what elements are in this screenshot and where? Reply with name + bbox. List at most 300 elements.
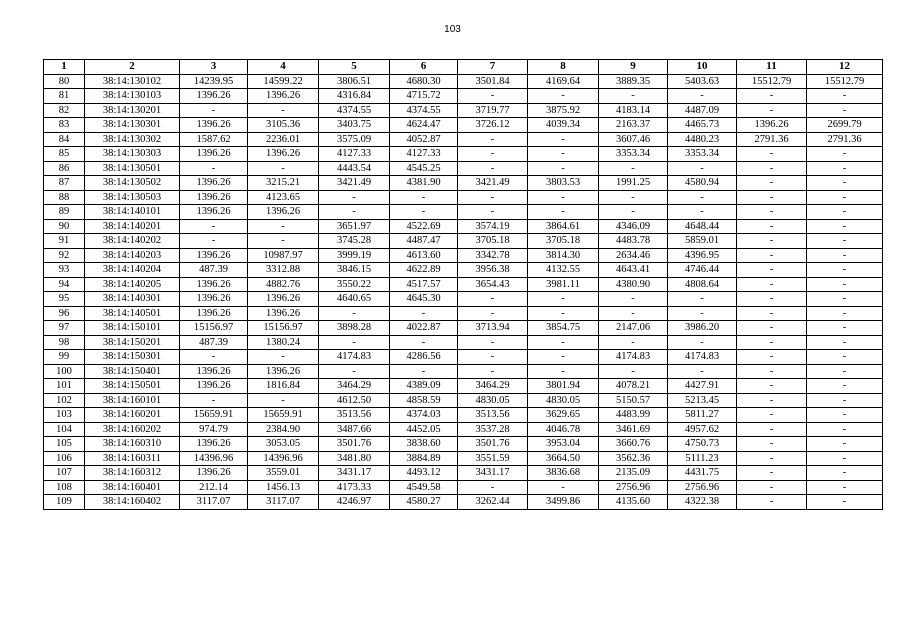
page-number: 103 <box>444 24 461 35</box>
table-cell: - <box>458 480 528 495</box>
table-cell: - <box>737 176 807 191</box>
table-cell: 3312.88 <box>248 263 319 278</box>
table-cell: 4622.89 <box>390 263 458 278</box>
table-cell: 3836.68 <box>528 466 599 481</box>
table-cell: 5213.45 <box>668 393 737 408</box>
table-cell: 4580.27 <box>390 495 458 510</box>
table-cell: - <box>737 161 807 176</box>
column-header: 11 <box>737 60 807 75</box>
table-cell: 80 <box>44 74 85 89</box>
table-cell: 974.79 <box>180 422 248 437</box>
table-cell: 15659.91 <box>180 408 248 423</box>
header-row <box>44 60 883 75</box>
table-cell: 2791.36 <box>807 132 883 147</box>
table-cell: 3629.65 <box>528 408 599 423</box>
table-cell: - <box>737 480 807 495</box>
table-cell: 4046.78 <box>528 422 599 437</box>
table-cell: - <box>458 147 528 162</box>
table-cell: - <box>390 364 458 379</box>
table-row <box>44 437 883 452</box>
table-cell: - <box>248 234 319 249</box>
table-cell: 4545.25 <box>390 161 458 176</box>
table-cell: 3550.22 <box>319 277 390 292</box>
table-cell: 1816.84 <box>248 379 319 394</box>
table-cell: - <box>599 306 668 321</box>
table-cell: - <box>737 350 807 365</box>
table-cell: 1396.26 <box>180 277 248 292</box>
table-cell: 1396.26 <box>248 205 319 220</box>
table-cell: 109 <box>44 495 85 510</box>
table-cell: - <box>668 335 737 350</box>
table-cell: 3117.07 <box>248 495 319 510</box>
table-row <box>44 292 883 307</box>
table-cell: 3575.09 <box>319 132 390 147</box>
table-cell: - <box>807 176 883 191</box>
table-cell: 86 <box>44 161 85 176</box>
table-cell: 105 <box>44 437 85 452</box>
table-cell: 3353.34 <box>668 147 737 162</box>
table-cell: - <box>668 161 737 176</box>
table-cell: 3421.49 <box>458 176 528 191</box>
table-cell: - <box>807 248 883 263</box>
table-cell: 3421.49 <box>319 176 390 191</box>
table-cell: 38:14:130102 <box>85 74 180 89</box>
table-cell: 38:14:150101 <box>85 321 180 336</box>
table-cell: - <box>458 350 528 365</box>
table-cell: 4286.56 <box>390 350 458 365</box>
table-cell: 3875.92 <box>528 103 599 118</box>
table-row <box>44 306 883 321</box>
table-cell: 3705.18 <box>528 234 599 249</box>
table-cell: 89 <box>44 205 85 220</box>
table-cell: 102 <box>44 393 85 408</box>
table-cell: - <box>180 350 248 365</box>
table-cell: - <box>737 234 807 249</box>
table-cell: - <box>458 161 528 176</box>
table-cell: 14396.96 <box>180 451 248 466</box>
table-cell: 3889.35 <box>599 74 668 89</box>
table-cell: - <box>668 205 737 220</box>
table-cell: 3551.59 <box>458 451 528 466</box>
table-cell: - <box>737 321 807 336</box>
table-cell: 4858.59 <box>390 393 458 408</box>
table-cell: 3499.86 <box>528 495 599 510</box>
column-header: 4 <box>248 60 319 75</box>
column-header: 5 <box>319 60 390 75</box>
table-cell: 3501.76 <box>319 437 390 452</box>
table-cell: 4750.73 <box>668 437 737 452</box>
table-cell: - <box>248 393 319 408</box>
table-cell: - <box>458 190 528 205</box>
table-cell: 1396.26 <box>248 89 319 104</box>
table-cell: 3513.56 <box>458 408 528 423</box>
table-cell: 38:14:140204 <box>85 263 180 278</box>
table-cell: - <box>807 451 883 466</box>
table-cell: 3607.46 <box>599 132 668 147</box>
table-cell: 1396.26 <box>180 147 248 162</box>
column-header: 9 <box>599 60 668 75</box>
table-cell: - <box>807 103 883 118</box>
table-cell: - <box>528 292 599 307</box>
table-cell: 4613.60 <box>390 248 458 263</box>
table-cell: 1396.26 <box>180 248 248 263</box>
table-cell: 83 <box>44 118 85 133</box>
table-cell: - <box>599 335 668 350</box>
column-header: 1 <box>44 60 85 75</box>
table-cell: 4465.73 <box>668 118 737 133</box>
column-header: 6 <box>390 60 458 75</box>
table-cell: 1396.26 <box>248 292 319 307</box>
table-cell: 38:14:140202 <box>85 234 180 249</box>
table-cell: 38:14:130301 <box>85 118 180 133</box>
table-cell: - <box>807 263 883 278</box>
table-cell: 4483.78 <box>599 234 668 249</box>
table-cell: - <box>668 306 737 321</box>
table-cell: 4022.87 <box>390 321 458 336</box>
table-cell: 95 <box>44 292 85 307</box>
table-cell: - <box>528 480 599 495</box>
table-cell: 5403.63 <box>668 74 737 89</box>
table-cell: - <box>458 132 528 147</box>
table-cell: 14396.96 <box>248 451 319 466</box>
table-cell: 4374.55 <box>390 103 458 118</box>
table-cell: 1396.26 <box>180 466 248 481</box>
table-cell: 1396.26 <box>180 364 248 379</box>
table-cell: 3117.07 <box>180 495 248 510</box>
table-row <box>44 263 883 278</box>
table-cell: - <box>180 103 248 118</box>
table-cell: 3898.28 <box>319 321 390 336</box>
table-row <box>44 277 883 292</box>
table-cell: 4549.58 <box>390 480 458 495</box>
table-cell: - <box>737 205 807 220</box>
table-cell: - <box>528 205 599 220</box>
table-cell: 103 <box>44 408 85 423</box>
table-cell: 3651.97 <box>319 219 390 234</box>
table-cell: 3262.44 <box>458 495 528 510</box>
table-cell: 4389.09 <box>390 379 458 394</box>
table-cell: - <box>807 437 883 452</box>
table-cell: 1396.26 <box>180 379 248 394</box>
table-cell: 4173.33 <box>319 480 390 495</box>
table-cell: 3801.94 <box>528 379 599 394</box>
table-row <box>44 466 883 481</box>
table-cell: 4316.84 <box>319 89 390 104</box>
table-cell: - <box>807 350 883 365</box>
column-header: 3 <box>180 60 248 75</box>
table-cell: 2163.37 <box>599 118 668 133</box>
table-cell: 4517.57 <box>390 277 458 292</box>
table-cell: 4396.95 <box>668 248 737 263</box>
table-cell: 3501.84 <box>458 74 528 89</box>
table-cell: 93 <box>44 263 85 278</box>
table-cell: 5150.57 <box>599 393 668 408</box>
table-cell: 38:14:140501 <box>85 306 180 321</box>
table-cell: 94 <box>44 277 85 292</box>
table-cell: - <box>599 364 668 379</box>
table-cell: - <box>528 190 599 205</box>
table-cell: - <box>248 350 319 365</box>
table-cell: 1396.26 <box>180 437 248 452</box>
table-cell: 100 <box>44 364 85 379</box>
table-cell: 3431.17 <box>319 466 390 481</box>
table-cell: - <box>807 495 883 510</box>
table-cell: 2756.96 <box>599 480 668 495</box>
table-cell: - <box>458 292 528 307</box>
table-cell: - <box>528 147 599 162</box>
table-cell: 88 <box>44 190 85 205</box>
table-cell: 3999.19 <box>319 248 390 263</box>
table-cell: 4882.76 <box>248 277 319 292</box>
table-cell: 3353.34 <box>599 147 668 162</box>
table-cell: - <box>390 335 458 350</box>
table-cell: 4431.75 <box>668 466 737 481</box>
table-cell: - <box>807 219 883 234</box>
table-cell: 15156.97 <box>180 321 248 336</box>
table-cell: 97 <box>44 321 85 336</box>
table-cell: - <box>390 190 458 205</box>
table-cell: 38:14:130103 <box>85 89 180 104</box>
table-cell: 4480.23 <box>668 132 737 147</box>
table-cell: 4830.05 <box>528 393 599 408</box>
table-cell: - <box>807 306 883 321</box>
column-header: 2 <box>85 60 180 75</box>
column-header: 10 <box>668 60 737 75</box>
table-cell: - <box>737 466 807 481</box>
table-cell: 15512.79 <box>807 74 883 89</box>
table-row <box>44 364 883 379</box>
column-header: 12 <box>807 60 883 75</box>
table-cell: 4322.38 <box>668 495 737 510</box>
table-row <box>44 205 883 220</box>
table-cell: 38:14:150401 <box>85 364 180 379</box>
table-cell: 4346.09 <box>599 219 668 234</box>
table-cell: - <box>807 466 883 481</box>
table-row <box>44 321 883 336</box>
table-cell: 5811.27 <box>668 408 737 423</box>
table-cell: 38:14:140201 <box>85 219 180 234</box>
table-cell: - <box>737 422 807 437</box>
table-cell: - <box>737 451 807 466</box>
table-row <box>44 176 883 191</box>
table-cell: - <box>807 364 883 379</box>
table-cell: 487.39 <box>180 335 248 350</box>
table-cell: - <box>807 321 883 336</box>
table-cell: 3574.19 <box>458 219 528 234</box>
table-cell: 3559.01 <box>248 466 319 481</box>
table-row <box>44 219 883 234</box>
table-cell: 38:14:130503 <box>85 190 180 205</box>
table-cell: 38:14:160402 <box>85 495 180 510</box>
table-cell: 3713.94 <box>458 321 528 336</box>
table-cell: 1396.26 <box>180 306 248 321</box>
table-cell: 1396.26 <box>248 364 319 379</box>
table-cell: 4052.87 <box>390 132 458 147</box>
table-cell: 14599.22 <box>248 74 319 89</box>
table-cell: 4443.54 <box>319 161 390 176</box>
table-cell: - <box>248 219 319 234</box>
table-cell: - <box>180 161 248 176</box>
table-cell: 98 <box>44 335 85 350</box>
table-cell: 4640.65 <box>319 292 390 307</box>
table-cell: 4612.50 <box>319 393 390 408</box>
table-cell: 38:14:130501 <box>85 161 180 176</box>
table-cell: 3403.75 <box>319 118 390 133</box>
table-cell: 4487.09 <box>668 103 737 118</box>
table-cell: 4135.60 <box>599 495 668 510</box>
table-cell: - <box>319 190 390 205</box>
table-cell: - <box>737 379 807 394</box>
table-cell: - <box>319 335 390 350</box>
table-cell: - <box>248 103 319 118</box>
table-cell: 1396.26 <box>180 118 248 133</box>
table-cell: - <box>737 89 807 104</box>
table-cell: - <box>737 103 807 118</box>
table-cell: 3864.61 <box>528 219 599 234</box>
table-cell: 487.39 <box>180 263 248 278</box>
table-row <box>44 161 883 176</box>
table-cell: 38:14:160312 <box>85 466 180 481</box>
table-cell: 38:14:130502 <box>85 176 180 191</box>
table-cell: 4174.83 <box>599 350 668 365</box>
table-cell: 99 <box>44 350 85 365</box>
table-cell: 4746.44 <box>668 263 737 278</box>
table-cell: 4643.41 <box>599 263 668 278</box>
table-cell: - <box>807 422 883 437</box>
table-cell: 38:14:130303 <box>85 147 180 162</box>
table-cell: 38:14:160311 <box>85 451 180 466</box>
table-cell: 3846.15 <box>319 263 390 278</box>
table-cell: 104 <box>44 422 85 437</box>
table-cell: 2236.01 <box>248 132 319 147</box>
table-cell: 38:14:130302 <box>85 132 180 147</box>
table-cell: 108 <box>44 480 85 495</box>
table-cell: 38:14:150501 <box>85 379 180 394</box>
table-cell: - <box>807 335 883 350</box>
table-cell: 4374.55 <box>319 103 390 118</box>
table-row <box>44 495 883 510</box>
table-cell: 38:14:160101 <box>85 393 180 408</box>
table-cell: 4645.30 <box>390 292 458 307</box>
table-cell: 1396.26 <box>248 306 319 321</box>
table-row <box>44 118 883 133</box>
table-cell: 38:14:130201 <box>85 103 180 118</box>
table-cell: 2756.96 <box>668 480 737 495</box>
table-cell: 4127.33 <box>390 147 458 162</box>
table-row <box>44 335 883 350</box>
table-cell: 4715.72 <box>390 89 458 104</box>
table-cell: - <box>668 190 737 205</box>
table-cell: 4123.65 <box>248 190 319 205</box>
table-cell: 87 <box>44 176 85 191</box>
table-cell: 38:14:140203 <box>85 248 180 263</box>
table-cell: - <box>737 219 807 234</box>
table-cell: - <box>737 408 807 423</box>
table-cell: 1396.26 <box>737 118 807 133</box>
table-cell: - <box>390 205 458 220</box>
table-cell: 3806.51 <box>319 74 390 89</box>
table-cell: - <box>528 364 599 379</box>
table-cell: 38:14:140205 <box>85 277 180 292</box>
table-cell: - <box>180 219 248 234</box>
table-row <box>44 132 883 147</box>
table-cell: 1396.26 <box>248 147 319 162</box>
table-cell: 38:14:160201 <box>85 408 180 423</box>
table-cell: - <box>599 292 668 307</box>
table-cell: 2699.79 <box>807 118 883 133</box>
table-row <box>44 103 883 118</box>
table-cell: 3660.76 <box>599 437 668 452</box>
table-cell: 3481.80 <box>319 451 390 466</box>
table-cell: 3513.56 <box>319 408 390 423</box>
table-cell: 38:14:150201 <box>85 335 180 350</box>
table-cell: 4174.83 <box>319 350 390 365</box>
table-header <box>44 60 883 75</box>
table-cell: 4680.30 <box>390 74 458 89</box>
table-cell: 90 <box>44 219 85 234</box>
table-cell: 3854.75 <box>528 321 599 336</box>
table-cell: - <box>180 393 248 408</box>
table-cell: 3664.50 <box>528 451 599 466</box>
table-cell: 81 <box>44 89 85 104</box>
table-cell: 2147.06 <box>599 321 668 336</box>
table-cell: - <box>599 205 668 220</box>
table-cell: - <box>807 292 883 307</box>
table-cell: 4039.34 <box>528 118 599 133</box>
table-cell: - <box>737 335 807 350</box>
table-cell: 4427.91 <box>668 379 737 394</box>
table-cell: 85 <box>44 147 85 162</box>
column-header: 8 <box>528 60 599 75</box>
table-cell: - <box>599 161 668 176</box>
table-cell: 3487.66 <box>319 422 390 437</box>
table-cell: - <box>737 277 807 292</box>
table-cell: - <box>390 306 458 321</box>
table-cell: - <box>180 234 248 249</box>
table-cell: 3953.04 <box>528 437 599 452</box>
column-header: 7 <box>458 60 528 75</box>
table-cell: - <box>668 89 737 104</box>
table-row <box>44 422 883 437</box>
table-cell: 15512.79 <box>737 74 807 89</box>
table-cell: 15659.91 <box>248 408 319 423</box>
table-cell: - <box>807 379 883 394</box>
table-cell: - <box>528 132 599 147</box>
table-cell: 3342.78 <box>458 248 528 263</box>
table-cell: 4127.33 <box>319 147 390 162</box>
table-cell: - <box>599 89 668 104</box>
table-cell: 82 <box>44 103 85 118</box>
table-cell: - <box>737 364 807 379</box>
table-cell: - <box>458 335 528 350</box>
table-row <box>44 393 883 408</box>
table-cell: 1396.26 <box>180 205 248 220</box>
table-cell: - <box>737 248 807 263</box>
table-cell: 4078.21 <box>599 379 668 394</box>
table-cell: 15156.97 <box>248 321 319 336</box>
table-cell: - <box>528 161 599 176</box>
table-cell: 38:14:160202 <box>85 422 180 437</box>
table-cell: 3884.89 <box>390 451 458 466</box>
table-cell: - <box>528 306 599 321</box>
table-cell: 5111.23 <box>668 451 737 466</box>
table-row <box>44 190 883 205</box>
table-row <box>44 379 883 394</box>
table-cell: 4132.55 <box>528 263 599 278</box>
table-cell: 3654.43 <box>458 277 528 292</box>
table-row <box>44 147 883 162</box>
table-cell: 1396.26 <box>180 190 248 205</box>
